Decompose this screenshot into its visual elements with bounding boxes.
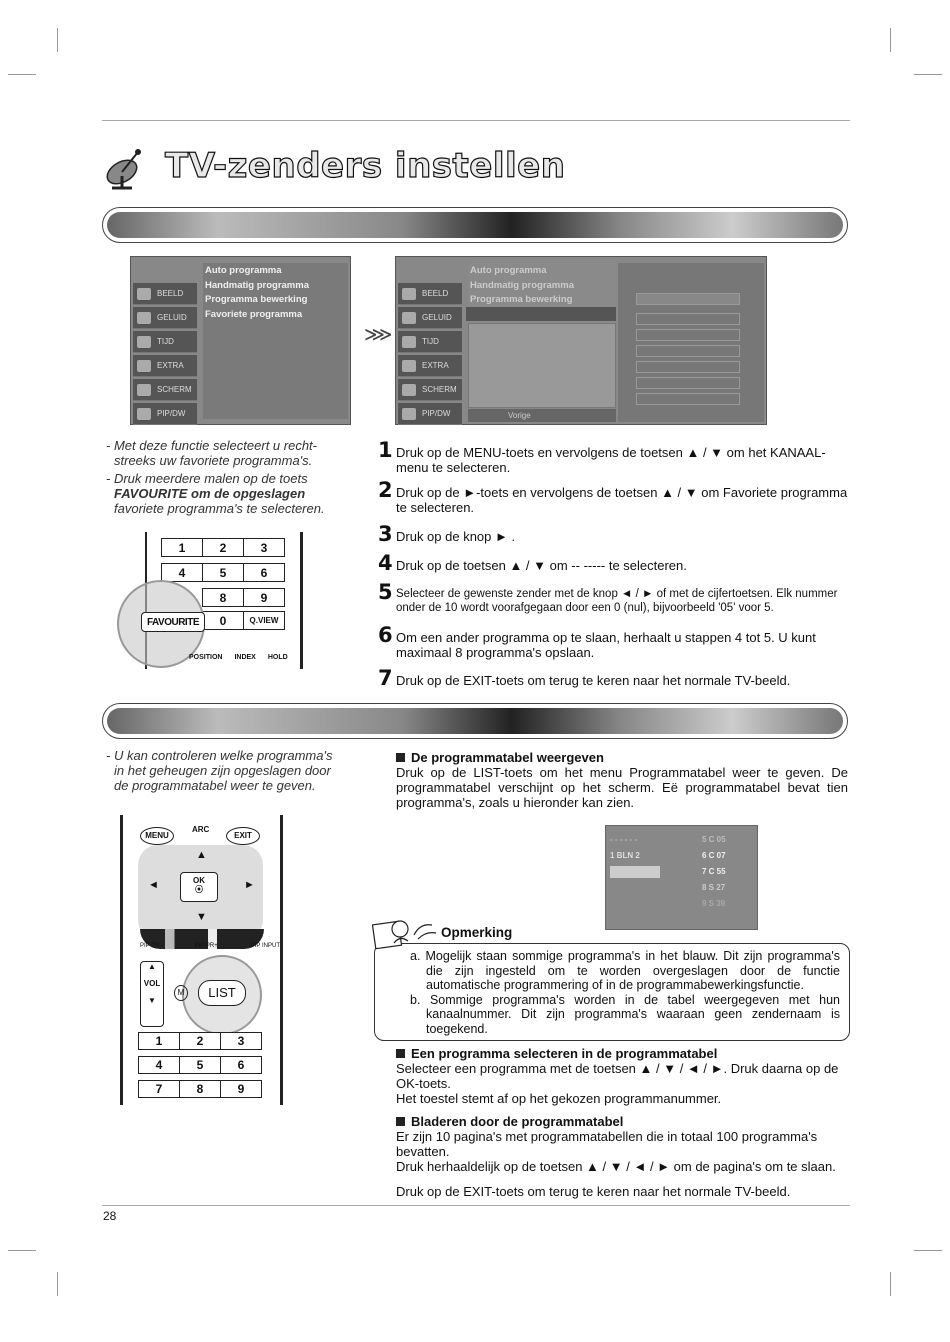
section-display: De programmatabel weergeven Druk op de LIST-toets om het menu Programmatabel weer te geven. De programmatabel verschijnt op het scherm. Eë programmatabel bevat tien programma's, zoals u hieronder kan zien. — [396, 750, 848, 810]
arrow-icon: ⋙ — [364, 324, 393, 346]
tv-menu-screenshot-2 — [395, 256, 767, 425]
menu-side-item: EXTRA — [398, 355, 462, 377]
menu-side-item: SCHERM — [398, 379, 462, 401]
key-5[interactable]: 5 — [179, 1056, 221, 1074]
key-1[interactable]: 1 — [161, 538, 203, 557]
step-5: 5 Selecteer de gewenste zender met de knop ◄ / ► of met de cijfertoetsen. Elk nummer onder de 10 wordt voorafgegaan door een 0 (nul), bijvoorbeeld '05' voor 5. — [378, 580, 838, 614]
menu-list: Auto programma Handmatig programma Programma bewerking — [468, 263, 616, 323]
section2-notes: - U kan controleren welke programma's in het geheugen zijn opgeslagen door de programmatabel weer te geven. — [106, 748, 333, 793]
menu-item: Favoriete programma — [205, 308, 303, 320]
menu-side-item: TIJD — [398, 331, 462, 353]
step-2: 2 Druk op de ►-toets en vervolgens de toetsen ▲ / ▼ om Favoriete programma te selecteren. — [378, 478, 848, 515]
key-4[interactable]: 4 — [161, 563, 203, 582]
intro-notes: - Met deze functie selecteert u recht- streeks uw favoriete programma's. - Druk meerdere malen op de toets FAVOURITE om de opgeslagen favoriete programma's te selecteren. — [106, 438, 325, 516]
step-6: 6 Om een ander programma op te slaan, herhaalt u stappen 4 tot 5. U kunt maximaal 8 programma's opslaan. — [378, 623, 816, 660]
menu-side-item: BEELD — [133, 283, 197, 305]
menu-side-item: TIJD — [133, 331, 197, 353]
right-arrow-icon[interactable]: ► — [244, 879, 255, 891]
prev-button[interactable]: Vorige — [468, 409, 616, 422]
step-4: 4 Druk op de toetsen ▲ / ▼ om -- ----- te selecteren. — [378, 551, 687, 575]
note-heading: Opmerking — [441, 925, 513, 940]
crop-mark — [57, 28, 58, 52]
section-banner — [102, 207, 848, 243]
program-table-screenshot: - - - - - - 1 BLN 2 5 C 05 6 C 07 7 C 55 8 S 27 9 S 39 — [605, 825, 758, 930]
note-icon — [372, 915, 438, 951]
pip-labels: PIP PR- PIP PR+ PIP INPUT — [140, 943, 280, 949]
key-8[interactable]: 8 — [202, 588, 244, 607]
key-0[interactable]: 0 — [202, 611, 244, 630]
menu-list — [203, 263, 348, 419]
ok-button[interactable]: OK ⦿ — [180, 872, 218, 902]
crop-mark — [914, 74, 942, 75]
preview-panel — [468, 323, 616, 408]
down-arrow-icon[interactable]: ▼ — [196, 911, 207, 923]
menu-button[interactable]: MENU — [140, 827, 174, 845]
tv-menu-screenshot-1 — [130, 256, 351, 425]
menu-side-item: EXTRA — [133, 355, 197, 377]
section-select: Een programma selecteren in de programmatabel Selecteer een programma met de toetsen ▲ / ▼ / ◄ / ►. Druk daarna op de OK-toets. Het toestel stemt af op het gekozen programmanummer. — [396, 1046, 839, 1106]
key-6[interactable]: 6 — [243, 563, 285, 582]
bottom-key-labels: POSITION INDEX HOLD — [189, 654, 288, 661]
note-body: a. Mogelijk staan sommige programma's in het blauw. Dit zijn programma's die zijn ingesteld om te worden overgeslagen door de functie automatische programmering of in de programmabewerkingsfunctie. b. Sommige programma's worden in de tabel weergegeven met hun kanaalnummer. Dit zijn programma's waaraan geen zendernaam is toegekend. — [410, 949, 840, 1036]
menu-side-item: GELUID — [398, 307, 462, 329]
section-browse: Bladeren door de programmatabel Er zijn 10 pagina's met programmatabellen die in totaal 100 programma's bevatten. Druk herhaaldelijk op de toetsen ▲ / ▼ / ◄ / ► om de pagina's om te slaan. — [396, 1114, 836, 1174]
key-8[interactable]: 8 — [179, 1080, 221, 1098]
page-number: 28 — [103, 1209, 117, 1223]
crop-mark — [890, 1272, 891, 1296]
key-4[interactable]: 4 — [138, 1056, 180, 1074]
crop-mark — [890, 28, 891, 52]
key-9[interactable]: 9 — [243, 588, 285, 607]
bottom-rule — [102, 1205, 850, 1206]
menu-side-item: SCHERM — [133, 379, 197, 401]
section-banner-2 — [102, 703, 848, 739]
page-title: TV-zenders instellen — [165, 146, 566, 186]
key-7[interactable]: 7 — [138, 1080, 180, 1098]
satellite-icon — [100, 146, 148, 190]
menu-side-item: GELUID — [133, 307, 197, 329]
remote-keypad-1 — [145, 532, 305, 669]
key-3[interactable]: 3 — [220, 1032, 262, 1050]
key-5[interactable]: 5 — [202, 563, 244, 582]
exit-instruction: Druk op de EXIT-toets om terug te keren naar het normale TV-beeld. — [396, 1184, 791, 1199]
key-6[interactable]: 6 — [220, 1056, 262, 1074]
menu-side-item: PIP/DW — [398, 403, 462, 425]
highlight-bar — [466, 307, 616, 321]
exit-button[interactable]: EXIT — [226, 827, 260, 845]
left-arrow-icon[interactable]: ◄ — [148, 879, 159, 891]
crop-mark — [914, 1250, 942, 1251]
top-rule — [102, 120, 850, 121]
step-1: 1 Druk op de MENU-toets en vervolgens de toetsen ▲ / ▼ om het KANAAL-menu te selecteren. — [378, 438, 826, 475]
key-2[interactable]: 2 — [202, 538, 244, 557]
menu-side-item: BEELD — [398, 283, 462, 305]
step-3: 3 Druk op de knop ► . — [378, 522, 516, 546]
remote-control-2: MENU ARC EXIT ▲ ▼ ◄ ► OK ⦿ PIP PR- PIP PR+ PIP INPUT ▲ VOL ▼ LIST M 1 2 3 4 5 6 7 8 9 — [120, 815, 285, 1105]
menu-item: Auto programma — [205, 265, 282, 276]
favourite-button[interactable]: FAVOURITE — [141, 612, 205, 632]
step-7: 7 Druk op de EXIT-toets om terug te keren naar het normale TV-beeld. — [378, 666, 791, 690]
qview-button[interactable]: Q.VIEW — [243, 611, 285, 630]
key-3[interactable]: 3 — [243, 538, 285, 557]
key-1[interactable]: 1 — [138, 1032, 180, 1050]
crop-mark — [8, 74, 36, 75]
menu-item: Programma bewerking — [205, 294, 308, 305]
volume-rocker[interactable]: ▲ VOL ▼ — [140, 961, 164, 1027]
key-2[interactable]: 2 — [179, 1032, 221, 1050]
key-9[interactable]: 9 — [220, 1080, 262, 1098]
crop-mark — [8, 1250, 36, 1251]
menu-side-item: PIP/DW — [133, 403, 197, 425]
crop-mark — [57, 1272, 58, 1296]
list-button[interactable]: LIST — [198, 980, 246, 1006]
favourite-slots — [618, 263, 764, 422]
arc-label: ARC — [192, 825, 210, 834]
menu-item: Handmatig programma — [205, 279, 309, 291]
up-arrow-icon[interactable]: ▲ — [196, 849, 207, 861]
